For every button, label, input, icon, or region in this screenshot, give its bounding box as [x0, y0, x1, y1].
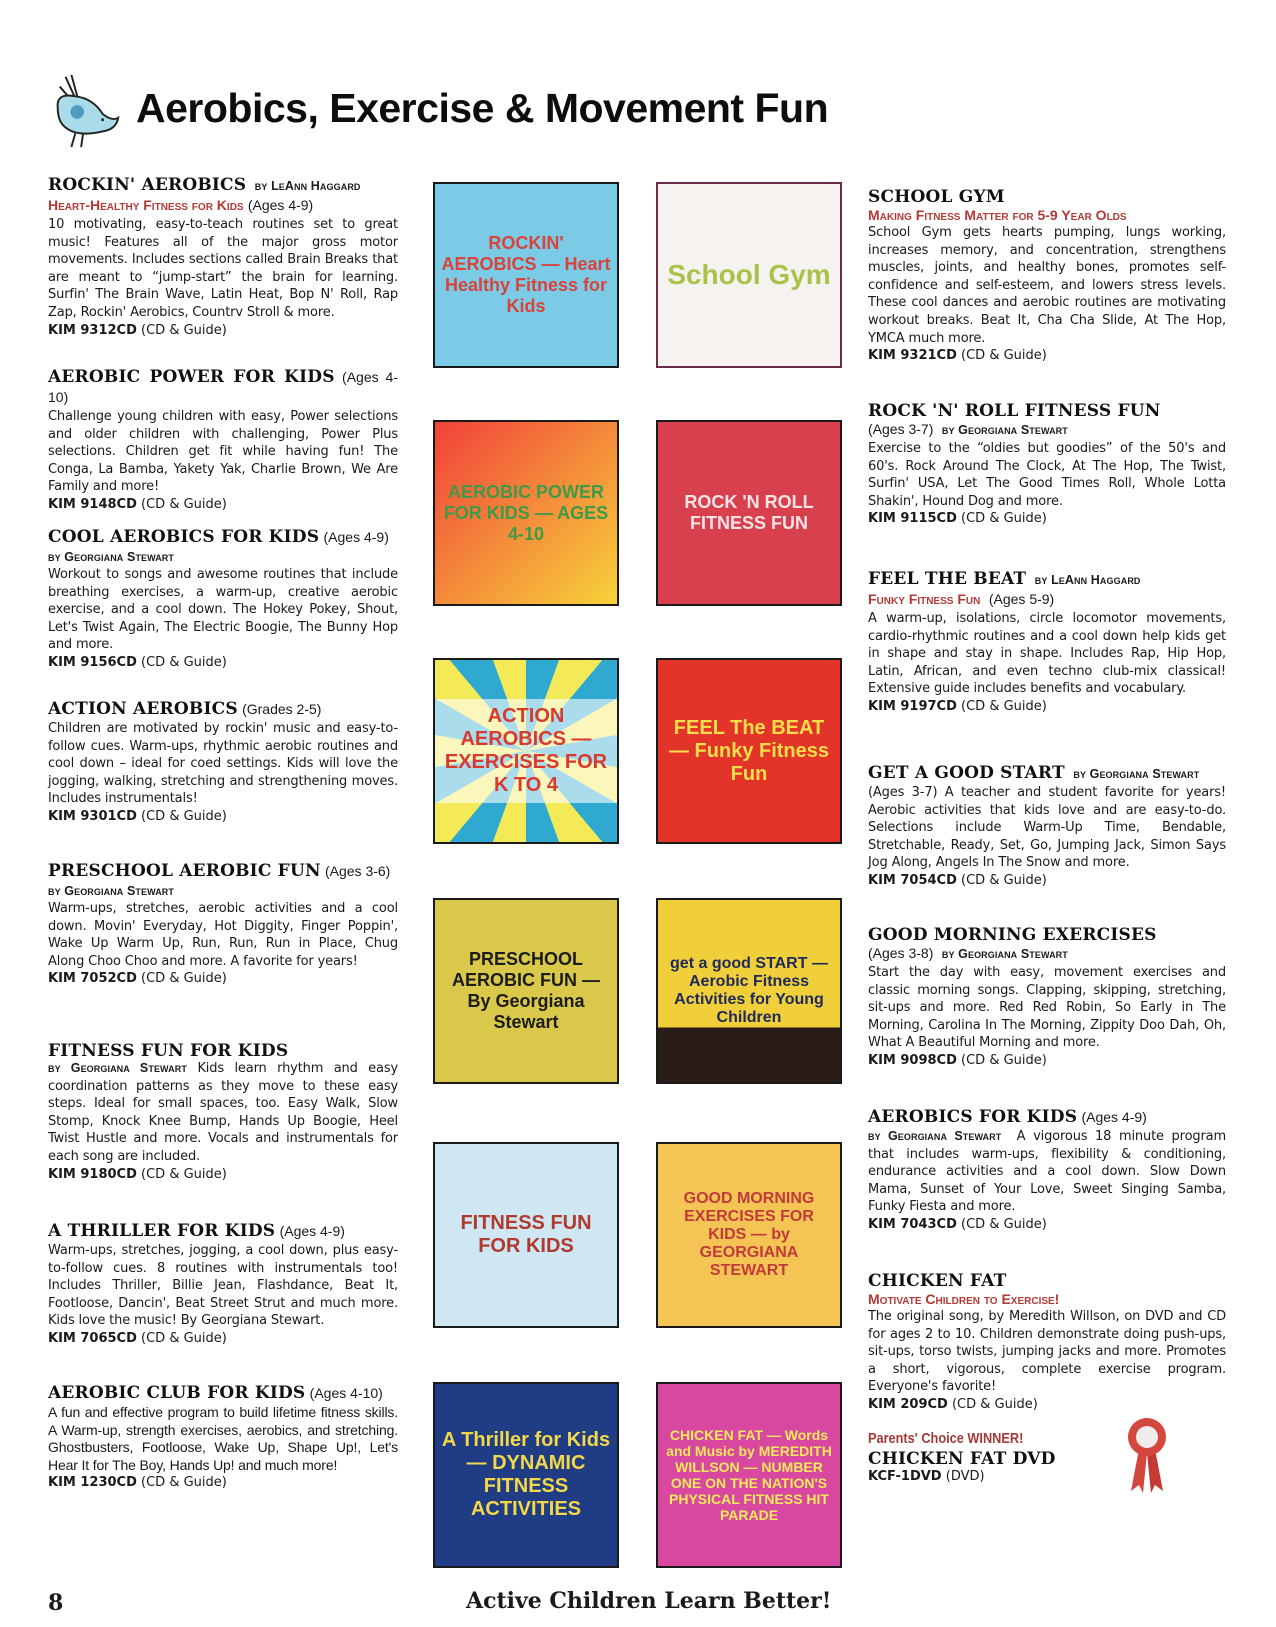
cover-preschool-aerobic-fun: PRESCHOOL AEROBIC FUN — By Georgiana Stewart: [433, 898, 619, 1084]
product-description: Kids learn rhythm and easy coordination patterns as they move to these easy steps. Ideal for small spaces, too. Easy Walk, Slow Stomp, Knock Knee Bump, Hands Up Boogie, Heel Twist Hustle and more. Vocals and instrumentals for each song are included.: [48, 1061, 398, 1164]
page-title: Aerobics, Exercise & Movement Fun: [136, 84, 829, 131]
product-chicken-fat-dvd: [868, 1450, 1226, 1486]
product-title: COOL AEROBICS FOR KIDS: [48, 527, 320, 547]
product-byline: by Georgiana Stewart: [48, 884, 175, 898]
product-sku: KIM 9197CD: [868, 698, 957, 714]
product-format: (CD & Guide): [141, 808, 227, 824]
product-description: Start the day with easy, movement exercises and classic morning songs. Clapping, skipping, stretching, sit-ups and more. Red Red Robin, So Early in The Morning, Carolina In The Morning, Zippity Doo Dah, Oh, What A Beautiful Morning and more.: [868, 965, 1226, 1051]
bird-logo-icon: [48, 68, 126, 148]
product-description: Challenge young children with easy, Power selections and older children with challenging, Power Plus selections. Children get fit while having fun! The Conga, La Bamba, Yakety Yak, Charlie Brown, We Are Family and more!: [48, 409, 398, 495]
product-description: A fun and effective program to build lifetime fitness skills. A Warm-up, strength exercises, aerobics, and stretching. Ghostbusters, Footloose, Wake Up, Shape Up!, Let's Hear It for The Boy, Hands Up! and much more!: [48, 1404, 398, 1473]
product-description: The original song, by Meredith Willson, on DVD and CD for ages 2 to 10. Children demonstrate doing push-ups, sit-ups, torso twists, jumping jacks and more. Promotes a short, vigorous, complete exercise program. Everyone's favorite!: [868, 1309, 1226, 1395]
product-description: Exercise to the “oldies but goodies” of the 50's and 60's. Rock Around The Clock, At The Hop, The Twist, Surfin' USA, Let The Good Times Roll, Whole Lotta Shakin', Hound Dog and more.: [868, 441, 1226, 509]
product-ages: (Ages 3-8): [868, 945, 934, 961]
product-format: (DVD): [945, 1469, 985, 1484]
product-rockin-aerobics: [48, 176, 398, 340]
product-good-start: [868, 764, 1226, 890]
product-sku: KIM 9098CD: [868, 1052, 957, 1068]
product-format: (CD & Guide): [141, 1330, 227, 1346]
product-byline: by Georgiana Stewart: [868, 1129, 1002, 1143]
cover-chicken-fat: CHICKEN FAT — Words and Music by MEREDITH WILLSON — NUMBER ONE ON THE NATION'S PHYSICAL FITNESS HIT PARADE: [656, 1382, 842, 1568]
product-description: Workout to songs and awesome routines that include breathing exercises, a warm-up, creative aerobic exercise, and a cool down. The Hokey Pokey, Shout, Let's Twist Again, The Electric Boogie, The Bunny Hop and more.: [48, 567, 398, 653]
product-format: (CD & Guide): [141, 322, 227, 338]
product-title: GET A GOOD START: [868, 763, 1065, 783]
product-title: AEROBICS FOR KIDS: [868, 1107, 1078, 1127]
cover-rockin-aerobics: ROCKIN' AEROBICS — Heart Healthy Fitness for Kids: [433, 182, 619, 368]
product-ages: (Ages 5-9): [988, 591, 1055, 607]
product-ages: (Grades 2-5): [242, 701, 322, 717]
product-title: FITNESS FUN FOR KIDS: [48, 1041, 289, 1061]
product-sku: KIM 9115CD: [868, 511, 957, 527]
product-sku: KIM 9321CD: [868, 348, 957, 364]
product-title: ROCK 'N' ROLL FITNESS FUN: [868, 401, 1161, 421]
product-byline: by Georgiana Stewart: [941, 947, 1068, 961]
product-sku: KIM 7065CD: [48, 1330, 137, 1346]
product-feel-the-beat: [868, 570, 1226, 716]
product-ages: (Ages 3-6): [324, 863, 391, 879]
product-title: SCHOOL GYM: [868, 187, 1005, 207]
product-subtitle: Motivate Children to Exercise!: [868, 1291, 1060, 1307]
product-title: AEROBIC CLUB FOR KIDS: [48, 1383, 306, 1403]
product-format: (CD & Guide): [961, 1052, 1047, 1068]
product-format: (CD & Guide): [961, 698, 1047, 714]
product-byline: by Georgiana Stewart: [941, 423, 1068, 437]
product-description: School Gym gets hearts pumping, lungs working, increases memory, and concentration, strengthens muscles, joints, and healthy bones, promotes self-confidence and self-esteem, and lowers stress levels. These cool dances and aerobic routines are motivating workout breaks. Beat It, Cha Cha Slide, At The Hop, YMCA much more.: [868, 225, 1226, 346]
product-subtitle: Heart-Healthy Fitness for Kids: [48, 197, 244, 213]
product-sku: KIM 209CD: [868, 1396, 948, 1412]
product-sku: KIM 9180CD: [48, 1166, 137, 1182]
product-cool-aerobics: [48, 528, 398, 672]
product-description: 10 motivating, easy-to-teach routines set to great music! Features all of the major gross motor movements. Includes sections called Brain Breaks that are meant to “jump-start” the brain for learning. Surfin' The Brain Wave, Latin Heat, Bop N' Roll, Rap Zap, Rockin' Aerobics, Countrv Stroll & more.: [48, 217, 398, 320]
product-action-aerobics: [48, 700, 398, 826]
award-label: Parents' Choice WINNER!: [868, 1430, 1024, 1447]
cover-school-gym: School Gym: [656, 182, 842, 368]
product-byline: by LeAnn Haggard: [1034, 573, 1141, 587]
product-format: (CD & Guide): [141, 496, 227, 512]
product-sku: KIM 7052CD: [48, 971, 137, 987]
product-title: AEROBIC POWER FOR KIDS: [48, 367, 335, 387]
cover-good-morning: GOOD MORNING EXERCISES FOR KIDS — by GEORGIANA STEWART: [656, 1142, 842, 1328]
product-byline: by LeAnn Haggard: [254, 179, 361, 193]
page-number: 8: [48, 1590, 64, 1616]
cover-aerobic-power: AEROBIC POWER FOR KIDS — AGES 4-10: [433, 420, 619, 606]
footer-tagline: Active Children Learn Better!: [466, 1588, 832, 1614]
product-subtitle: Funky Fitness Fun: [868, 591, 981, 607]
cover-fitness-fun: FITNESS FUN FOR KIDS: [433, 1142, 619, 1328]
product-aerobic-power: [48, 368, 398, 514]
product-ages: (Ages 4-9): [247, 197, 314, 213]
product-fitness-fun: [48, 1042, 398, 1184]
product-preschool-aerobic-fun: [48, 862, 398, 988]
product-sku: KIM 9148CD: [48, 496, 137, 512]
product-sku: KIM 7043CD: [868, 1216, 957, 1232]
product-byline: by Georgiana Stewart: [1073, 767, 1200, 781]
product-chicken-fat: [868, 1272, 1226, 1414]
product-description: Warm-ups, stretches, aerobic activities and a cool down. Movin' Everyday, Hot Diggity, Finger Poppin', Wake Up Warm Up, Run, Run, Run in Place, Chug Along Choo Choo and more. A favorite for years!: [48, 901, 398, 969]
product-description: A vigorous 18 minute program that includes warm-ups, flexibility & conditioning, endurance activities and a cool down. Slow Down Mama, Sunset of Your Love, Sweet Singing Samba, Funky Fiesta and more.: [868, 1129, 1226, 1215]
product-description: Children are motivated by rockin' music and easy-to-follow cues. Warm-ups, rhythmic aerobic routines and cool down – ideal for coed settings. Kids will love the jogging, walking, stretching and strengthening moves. Includes instrumentals!: [48, 721, 398, 807]
product-format: (CD & Guide): [141, 1475, 227, 1491]
product-thriller: [48, 1222, 398, 1348]
page-header: [48, 68, 828, 148]
product-title: PRESCHOOL AEROBIC FUN: [48, 861, 321, 881]
product-title: CHICKEN FAT DVD: [868, 1449, 1056, 1469]
product-format: (CD & Guide): [951, 1396, 1038, 1412]
product-format: (CD & Guide): [141, 654, 227, 670]
product-sku: KIM 9156CD: [48, 654, 137, 670]
product-title: A THRILLER FOR KIDS: [48, 1221, 276, 1241]
product-sku: KIM 7054CD: [868, 872, 957, 888]
product-ages: (Ages 4-9): [1081, 1109, 1147, 1125]
product-title: ACTION AEROBICS: [48, 699, 238, 719]
product-format: (CD & Guide): [961, 1216, 1047, 1232]
cover-get-a-good-start: get a good START — Aerobic Fitness Activities for Young Children: [656, 898, 842, 1084]
product-format: (CD & Guide): [141, 971, 227, 987]
product-format: (CD & Guide): [961, 872, 1047, 888]
product-format: (CD & Guide): [141, 1166, 227, 1182]
cover-feel-the-beat: FEEL The BEAT — Funky Fitness Fun: [656, 658, 842, 844]
product-sku: KIM 1230CD: [48, 1475, 137, 1491]
product-sku: KIM 9301CD: [48, 808, 137, 824]
cover-action-aerobics: ACTION AEROBICS — EXERCISES FOR K TO 4: [433, 658, 619, 844]
product-description: Warm-ups, stretches, jogging, a cool down, plus easy-to-follow cues. 8 routines with instrumentals too! Includes Thriller, Billie Jean, Flashdance, Beat It, Footloose, Dancin', Beat Street Strut and much more. Kids love the music! By Georgiana Stewart.: [48, 1243, 398, 1329]
product-title: ROCKIN' AEROBICS: [48, 175, 247, 195]
product-sku: KIM 9312CD: [48, 322, 137, 338]
product-title: CHICKEN FAT: [868, 1271, 1007, 1291]
product-byline: by Georgiana Stewart: [48, 550, 175, 564]
product-subtitle: Making Fitness Matter for 5-9 Year Olds: [868, 207, 1127, 223]
product-ages: (Ages 3-7): [868, 785, 938, 800]
product-ages: (Ages 4-9): [323, 529, 389, 545]
product-good-morning: [868, 926, 1226, 1070]
product-description: A warm-up, isolations, circle locomotor movements, cardio-rhythmic routines and a cool down help kids get in shape and stay in shape. Includes Rap, Hip Hop, Latin, African, and even techno club-mix classical! Extensive guide includes benefits and vocabulary.: [868, 611, 1226, 697]
product-byline: by Georgiana Stewart: [48, 1061, 187, 1075]
product-format: (CD & Guide): [961, 511, 1047, 527]
product-title: FEEL THE BEAT: [868, 569, 1027, 589]
cover-thriller: A Thriller for Kids — DYNAMIC FITNESS ACTIVITIES: [433, 1382, 619, 1568]
product-format: (CD & Guide): [961, 348, 1047, 364]
product-ages: (Ages 4-10): [309, 1385, 383, 1401]
product-rock-n-roll: [868, 402, 1226, 528]
product-sku: KCF-1DVD: [868, 1469, 942, 1484]
product-ages: (Ages 3-7): [868, 421, 934, 437]
award-ribbon-icon: [1125, 1415, 1169, 1495]
product-aerobic-club: [48, 1384, 398, 1492]
product-ages: (Ages 4-10): [48, 369, 398, 405]
product-school-gym: [868, 188, 1226, 365]
product-aerobics-for-kids: [868, 1108, 1226, 1234]
product-description: A teacher and student favorite for years! Aerobic activities that kids love and are easy-to-do. Selections include Warm-Up Time, Bendable, Stretchable, Ready, Set, Go, Jumping Jack, Simon Says Jog Along, Angels In The Snow and more.: [868, 785, 1226, 871]
cover-rock-n-roll: ROCK 'N ROLL FITNESS FUN: [656, 420, 842, 606]
product-title: GOOD MORNING EXERCISES: [868, 925, 1157, 945]
product-ages: (Ages 4-9): [279, 1223, 345, 1239]
